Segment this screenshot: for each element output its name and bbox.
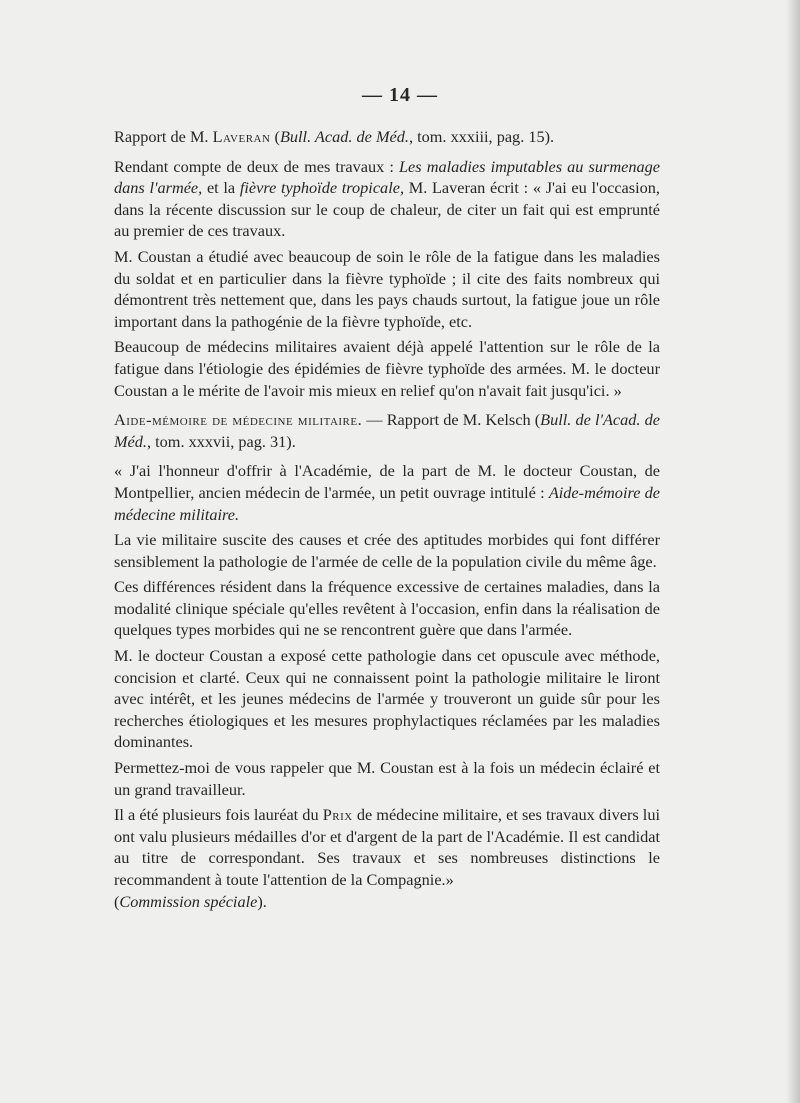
section2-paragraph-5: Permettez-moi de vous rappeler que M. Coustan est à la fois un médecin éclairé et un grand travailleur. [114,758,660,799]
journal-source: Bull. de l'Acad. de Méd. [114,410,660,451]
heading-suffix: , tom. xxxiii, pag. 15). [408,127,555,146]
text-run: « J'ai l'honneur d'offrir à l'Académie, de la part de M. le docteur Coustan, de Montpellier, ancien médecin de l'armée, un petit ouvrage intitulé : [114,461,660,502]
section2-paragraph-2: La vie militaire suscite des causes et crée des aptitudes morbides qui font différer sensiblement la pathologie de l'armée de celle de la population civile du même âge. [114,530,660,571]
heading-open: ( [270,127,280,146]
section1-paragraph-3: Beaucoup de médecins militaires avaient déjà appelé l'attention sur le rôle de la fatigue dans l'étiologie des épidémies de fièvre typhoïde des armées. M. le docteur Coustan a le mérite de l'avoir mis mieux en relief qu'on n'avait fait jusqu'ici. » [114,337,660,400]
page-number: — 14 — [362,84,438,106]
text-run: Il a été plusieurs fois lauréat du [114,805,323,825]
page-edge-shadow [786,0,800,1103]
paren-open: ( [114,891,120,911]
text-run: et la [202,178,240,198]
section1-paragraph-1 [114,156,660,242]
section1-heading [114,126,660,148]
heading-suffix: , tom. xxxvii, pag. 31). [147,431,296,451]
section2-paragraph-4: M. le docteur Coustan a exposé cette pathologie dans cet opuscule avec méthode, concision et clarté. Ceux qui ne connaissent point la pathologie militaire le liront avec intérêt, et les jeunes médecins de l'armée y trouveront un guide sûr pour les recherches étiologiques et les mesures prophylactiques réclamées par les maladies dominantes. [114,646,660,752]
paren-close: ). [257,891,267,911]
commission-label: Commission spéciale [119,891,258,911]
section2-paragraph-3: Ces différences résident dans la fréquence excessive de certaines maladies, dans la modalité clinique spéciale qu'elles revêtent à l'occasion, enfin dans la réalisation de quelques types morbides qui ne se rencontrent guère que dans l'armée. [114,577,660,640]
italic-title: fièvre typhoïde tropicale, [239,178,405,198]
section2-paragraph-6 [114,804,660,890]
text-run: M. Laveran écrit : « J'ai eu l'occasion, dans la récente discussion sur le coup de chaleur, de citer un fait qui est emprunté au premier de ces travaux. [114,178,660,241]
heading-mid: — Rapport de M. Kelsch ( [362,410,541,430]
prix-label: Prix [322,805,353,825]
text-run: Rendant compte de deux de mes travaux : [114,156,399,176]
author-name: Laveran [212,127,271,146]
section2-heading [114,409,660,452]
section1-paragraph-2: M. Coustan a étudié avec beaucoup de soin le rôle de la fatigue dans les maladies du soldat et en particulier dans la fièvre typhoïde ; il cite des faits nombreux qui démontrent très nettement que, dans les pays chauds surtout, la fatigue joue un rôle important dans la pathogénie de la fièvre typhoïde, etc. [114,246,660,331]
italic-title: Aide-mémoire de médecine militaire. [114,482,660,524]
italic-title: Les maladies imputables au surmenage dans l'armée, [114,156,660,198]
journal-source: Bull. Acad. de Méd. [279,127,409,146]
work-title: Aide-mémoire de médecine militaire. [114,410,363,430]
section2-paragraph-1 [114,460,660,525]
document-body [114,126,660,912]
heading-prefix: Rapport de M. [114,127,213,146]
commission-note [114,891,660,913]
text-run: de médecine militaire, et ses travaux divers lui ont valu plusieurs médailles d'or et d'argent de la part de l'Académie. Il est candidat au titre de correspondant. Ses travaux et ses nombreuses distinctions le recommandent à toute l'attention de la Compagnie.» [114,805,660,889]
